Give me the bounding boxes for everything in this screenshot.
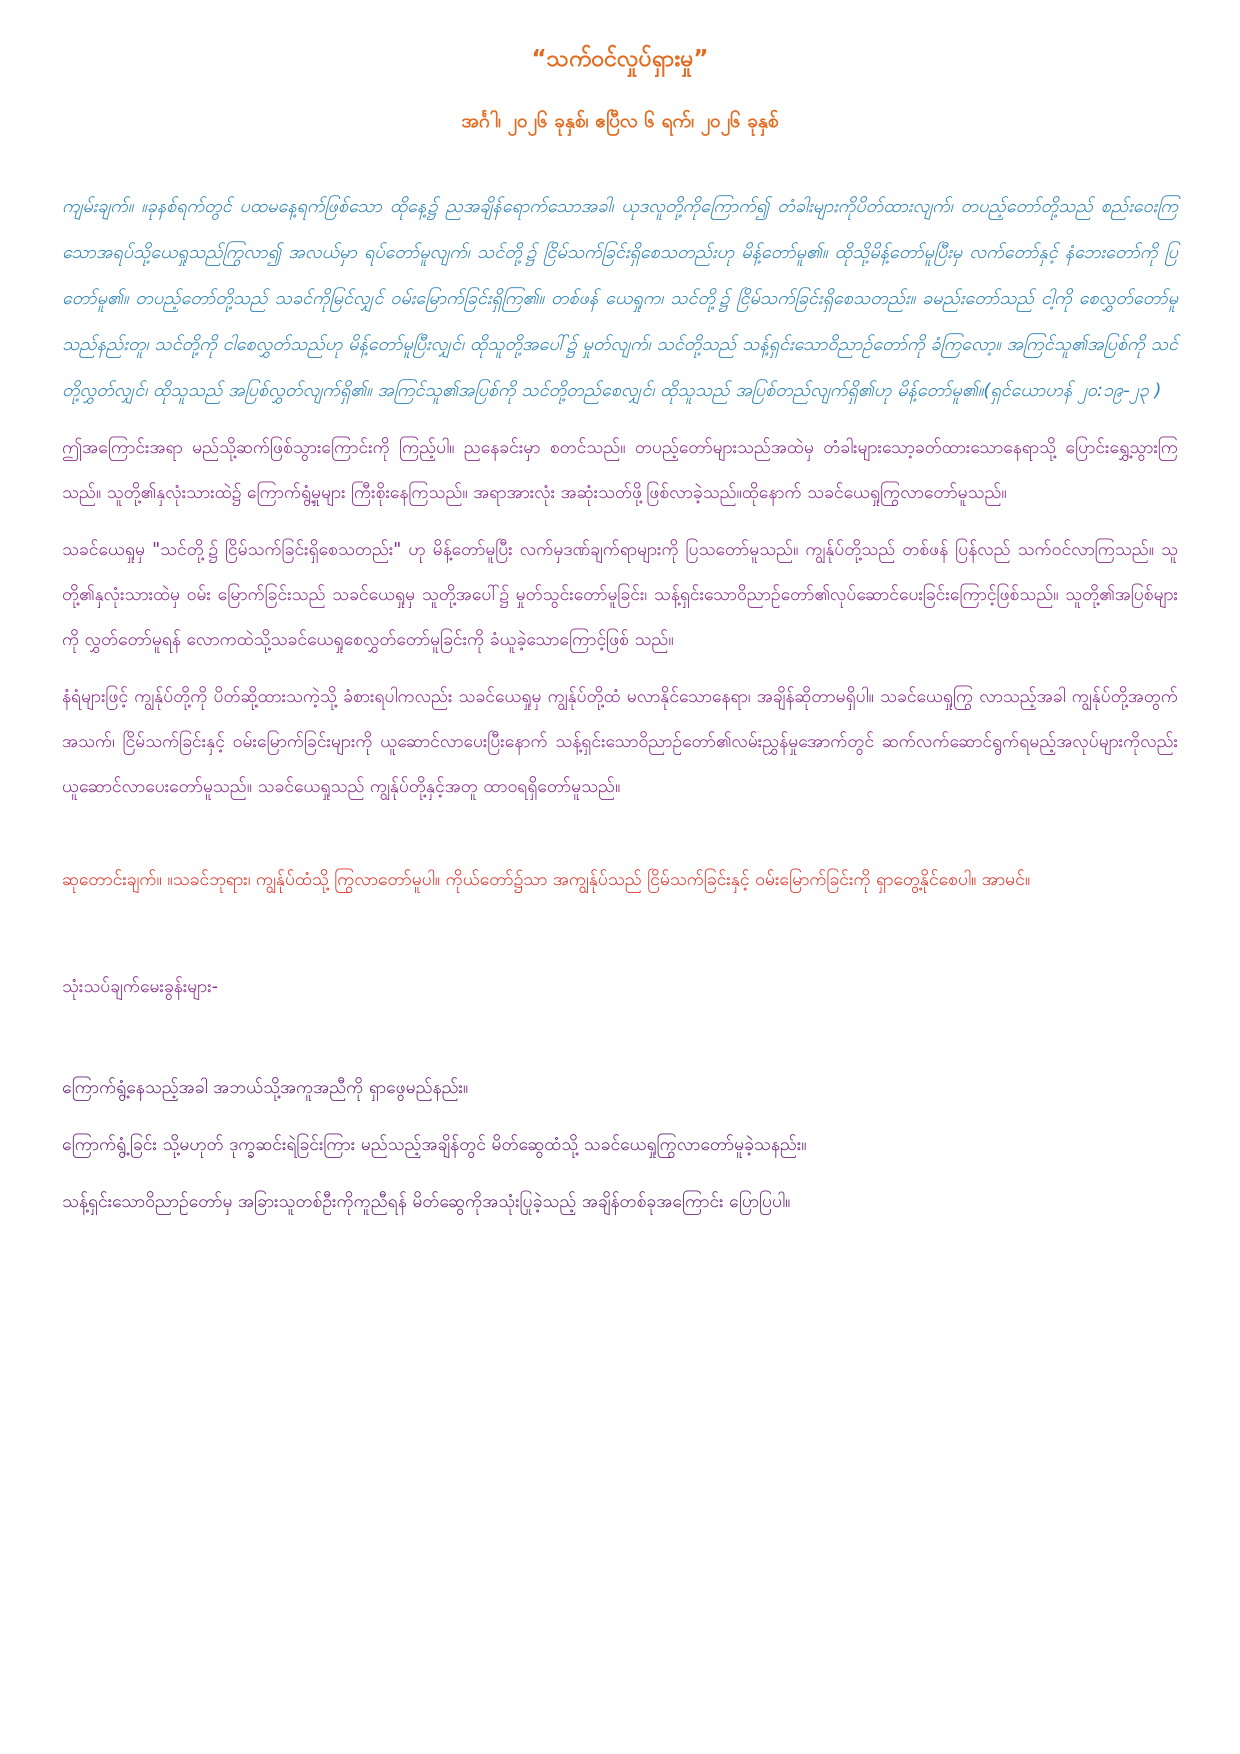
question-item: သန့်ရှင်းသောဝိညာဉ်တော်မှ အခြားသူတစ်ဦးကိုကူညီရန် မိတ်ဆွေကိုအသုံးပြုခဲ့သည့် အချိန်တစ်ခုအကြောင်း ပြောပြပါ။ (62, 1192, 791, 1212)
body-paragraph: သခင်ယေရှုမှ "သင်တို့၌ ငြိမ်သက်ခြင်းရှိစေသတည်း" ဟု မိန့်တော်မူပြီး လက်မှဒဏ်ချက်ရာများကို ပြသတော်မူသည်။ ကျွန်ုပ်တို့သည် တစ်ဖန် ပြန်လည် သက်ဝင်လာကြသည်။ သူတို့၏နှလုံးသားထဲမှ ဝမ်း မြောက်ခြင်းသည် သခင်ယေရှုမှ သူတို့အပေါ်၌ မှုတ်သွင်းတော်မူခြင်း၊ သန့်ရှင်းသောဝိညာဉ်တော်၏လုပ်ဆောင်ပေးခြင်းကြောင့်ဖြစ်သည်။ သူတို့၏အပြစ်များကို လွှတ်တော်မူရန် လောကထဲသို့သခင်ယေရှုစေလွှတ်တော်မူခြင်းကို ခံယူခဲ့သောကြောင့်ဖြစ် သည်။ (62, 540, 1178, 650)
page-title: “သက်ဝင်လှုပ်ရှားမှု” (531, 46, 709, 72)
questions-heading: သုံးသပ်ချက်မေးခွန်းများ- (62, 977, 219, 997)
prayer-text: ဆုတောင်းချက်။ ။သခင်ဘုရား၊ ကျွန်ုပ်ထံသို့ ကြွလာတော်မူပါ။ ကိုယ်တော်၌သာ အကျွန်ုပ်သည် ငြိမ်သက်ခြင်းနှင့် ဝမ်းမြောက်ခြင်းကို ရှာတွေ့နိုင်စေပါ။ အာမင်။ (62, 870, 1031, 890)
questions-list (62, 1066, 1178, 1225)
question-item: ကြောက်ရွံ့နေသည့်အခါ အဘယ်သို့အကူအညီကို ရှာဖွေမည်နည်း။ (62, 1078, 469, 1098)
scripture-passage: ကျမ်းချက်။ ။ခုနစ်ရက်တွင် ပထမနေ့ရက်ဖြစ်သော ထိုနေ့၌ ညအချိန်ရောက်သောအခါ၊ ယုဒလူတို့ကိုကြောက်၍ တံခါးများကိုပိတ်ထားလျက်၊ တပည့်တော်တို့သည် စည်းဝေးကြသောအရပ်သို့ယေရှုသည်ကြွလာ၍ အလယ်မှာ ရပ်တော်မူလျက်၊ သင်တို့၌ ငြိမ်သက်ခြင်းရှိစေသတည်းဟု မိန့်တော်မူ၏။ ထိုသို့မိန့်တော်မူပြီးမှ လက်တော်နှင့် နံဘေးတော်ကို ပြတော်မူ၏။ တပည့်တော်တို့သည် သခင်ကိုမြင်လျှင် ဝမ်းမြောက်ခြင်းရှိကြ၏။ တစ်ဖန် ယေရှုက၊ သင်တို့၌ ငြိမ်သက်ခြင်းရှိစေသတည်း။ ခမည်းတော်သည် ငါ့ကို စေလွှတ်တော်မူသည်နည်းတူ၊ သင်တို့ကို ငါစေလွှတ်သည်ဟု မိန့်တော်မူပြီးလျှင်၊ ထိုသူတို့အပေါ်၌ မှုတ်လျက်၊ သင်တို့သည် သန့်ရှင်းသောဝိညာဉ်တော်ကို ခံကြလော့။ အကြင်သူ၏အပြစ်ကို သင်တို့လွှတ်လျှင်၊ ထိုသူသည် အပြစ်လွှတ်လျက်ရှိ၏။ အကြင်သူ၏အပြစ်ကို သင်တို့တည်စေလျှင်၊ ထိုသူသည် အပြစ်တည်လျက်ရှိ၏ဟု မိန့်တော်မူ၏။(ရှင်ယောဟန် ၂၀:၁၉-၂၃ ) (62, 196, 1178, 401)
page-date: အင်္ဂါ၊ ၂၀၂၆ ခုနှစ်၊ ဧပြီလ ၆ ရက်၊ ၂၀၂၆ ခုနှစ် (461, 110, 779, 132)
body-paragraph: ဤအကြောင်းအရာ မည်သို့ဆက်ဖြစ်သွားကြောင်းကို ကြည့်ပါ။ ညနေခင်းမှာ စတင်သည်။ တပည့်တော်များသည်အထဲမှ တံခါးများသော့ခတ်ထားသောနေရာသို့ ပြောင်းရွှေ့သွားကြသည်။ သူတို့၏နှလုံးသားထဲ၌ ကြောက်ရွံ့မှုများ ကြီးစိုးနေကြသည်။ အရာအားလုံး အဆုံးသတ်ဖို့ဖြစ်လာခဲ့သည်။ထိုနောက် သခင်ယေရှုကြွလာတော်မူသည်။ (62, 438, 1178, 503)
body-paragraph: နံရံများဖြင့် ကျွန်ုပ်တို့ကို ပိတ်ဆို့ထားသကဲ့သို့ ခံစားရပါကလည်း သခင်ယေရှုမှ ကျွန်ုပ်တို့ထံ မလာနိုင်သောနေရာ၊ အချိန်ဆိုတာမရှိပါ။ သခင်ယေရှုကြွ လာသည့်အခါ ကျွန်ုပ်တို့အတွက် အသက်၊ ငြိမ်သက်ခြင်းနှင့် ဝမ်းမြောက်ခြင်းများကို ယူဆောင်လာပေးပြီးနောက် သန့်ရှင်းသောဝိညာဉ်တော်၏လမ်းညွှန်မှုအောက်တွင် ဆက်လက်ဆောင်ရွက်ရမည့်အလုပ်များကိုလည်း ယူဆောင်လာပေးတော်မူသည်။ သခင်ယေရှုသည် ကျွန်ုပ်တို့နှင့်အတူ ထာဝရရှိတော်မူသည်။ (62, 687, 1178, 797)
question-item: ကြောက်ရွံ့ခြင်း သို့မဟုတ် ဒုက္ခဆင်းရဲခြင်းကြား မည်သည့်အချိန်တွင် မိတ်ဆွေထံသို့ သခင်ယေရှုကြွလာတော်မူခဲ့သနည်း။ (62, 1135, 807, 1155)
